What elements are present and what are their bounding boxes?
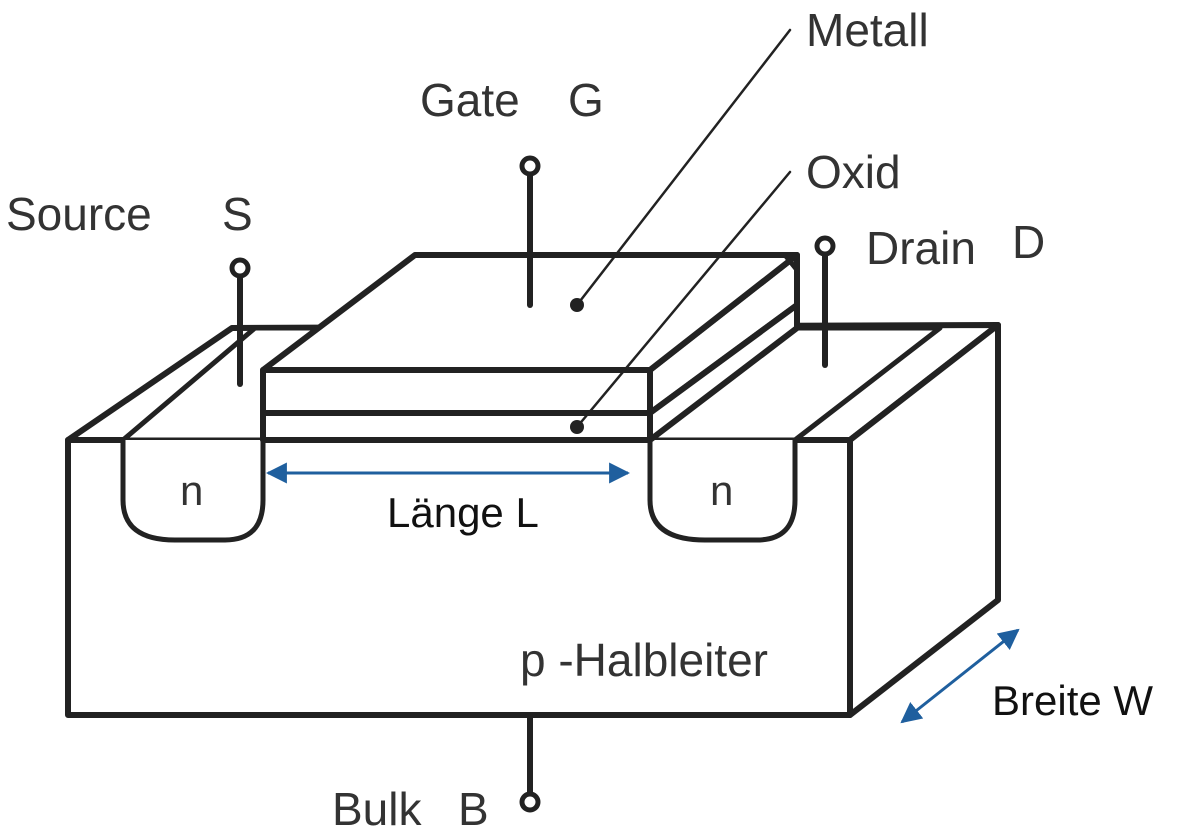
substrate-label: p -Halbleiter: [520, 634, 768, 686]
drain-label: Drain: [866, 222, 976, 274]
source-label: Source: [6, 188, 152, 240]
gate-label: Gate: [420, 74, 520, 126]
gate-symbol: G: [568, 74, 604, 126]
bulk-terminal-icon: [522, 794, 538, 810]
drain-n-label: n: [710, 467, 734, 514]
source-n-label: n: [180, 467, 204, 514]
metal-front-face: [263, 370, 650, 413]
oxid-label: Oxid: [806, 146, 901, 198]
metall-label: Metall: [806, 4, 929, 56]
oxide-front-face: [263, 413, 650, 440]
bulk-label: Bulk: [332, 783, 422, 835]
drain-symbol: D: [1012, 216, 1046, 268]
bulk-symbol: B: [458, 783, 489, 835]
width-label: Breite W: [992, 677, 1154, 724]
gate-terminal-icon: [522, 158, 538, 174]
source-terminal-icon: [232, 260, 248, 276]
oxid-point-icon: [570, 420, 584, 434]
drain-terminal-icon: [817, 238, 833, 254]
length-label: Länge L: [387, 489, 539, 536]
source-symbol: S: [222, 188, 253, 240]
bulk-terminal: [522, 715, 538, 810]
metall-point-icon: [570, 298, 584, 312]
